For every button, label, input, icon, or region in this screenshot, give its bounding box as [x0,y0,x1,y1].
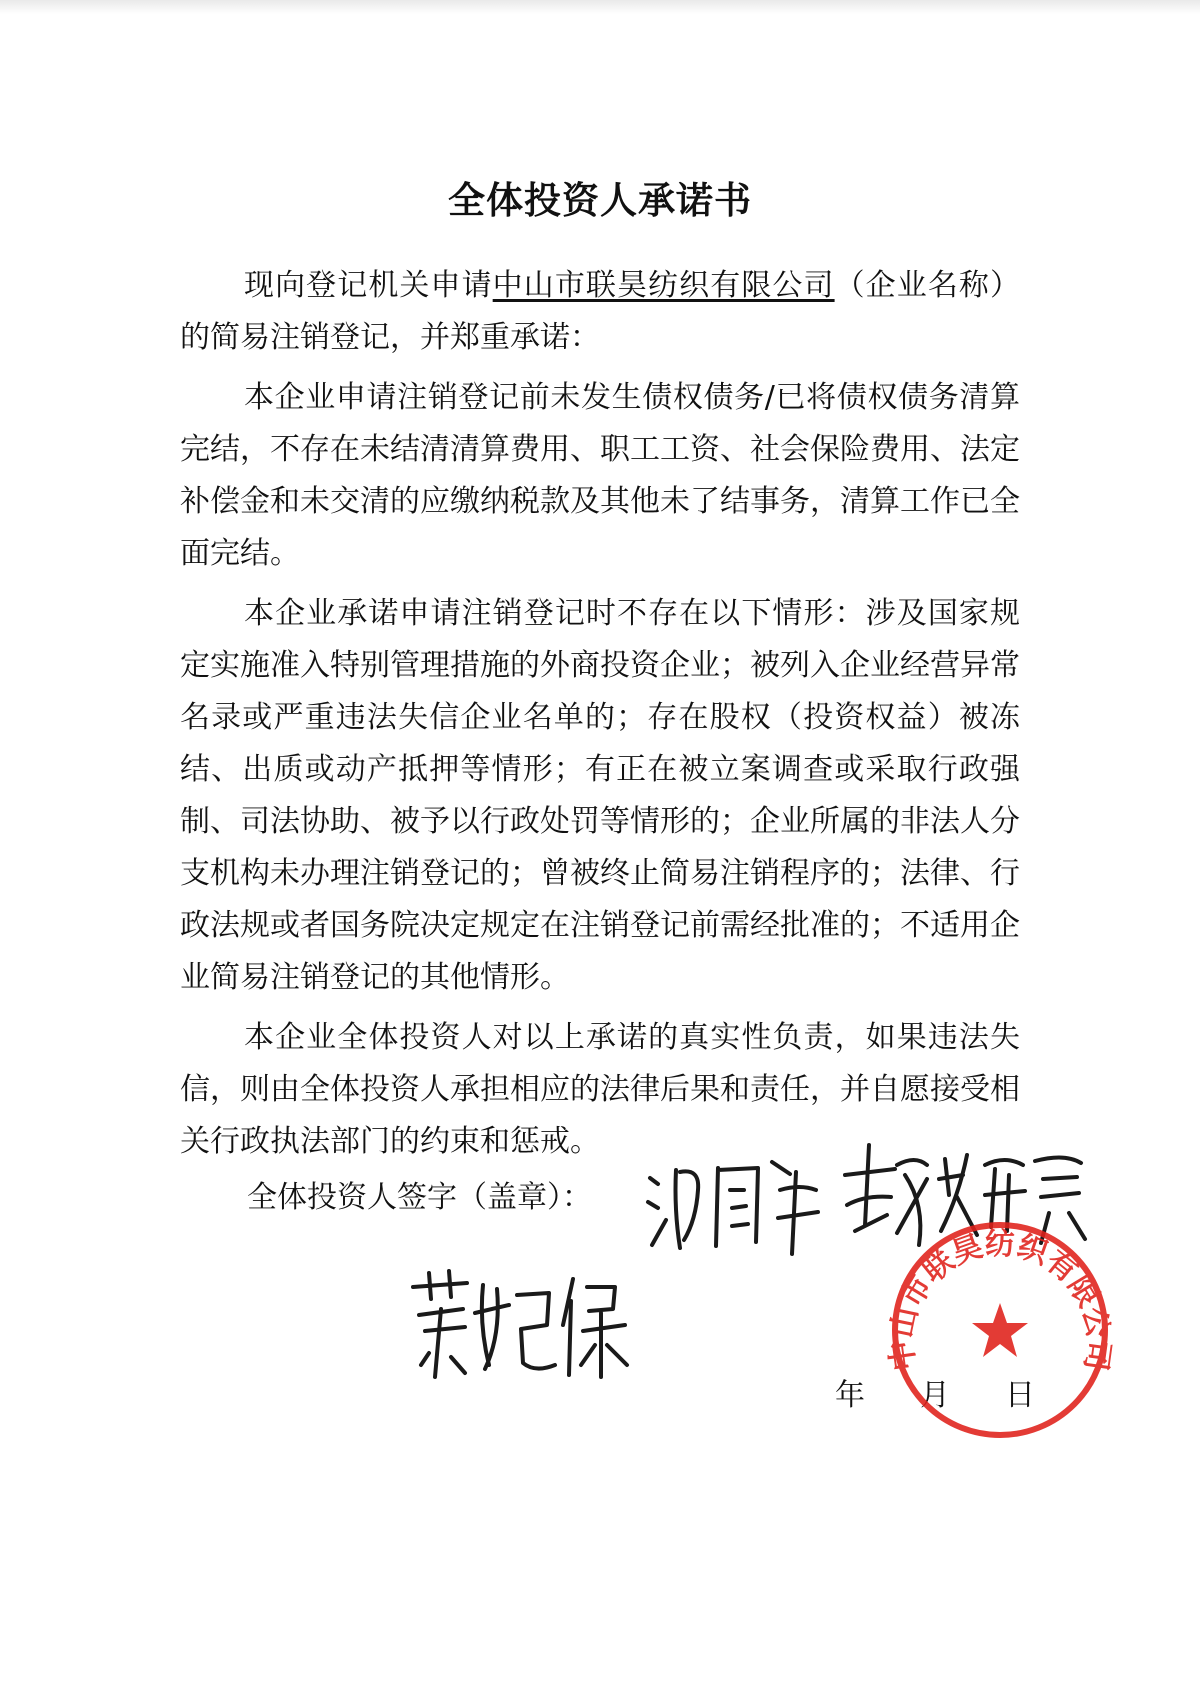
date-day-label: 日 [1005,1378,1035,1413]
paragraph-application [180,260,1020,364]
paragraph-application-suffix: （企业名称）的简易注销登记，并郑重承诺： [180,268,1021,355]
paragraph-debts-cleared: 本企业申请注销登记前未发生债权债务/已将债权债务清算完结，不存在未结清清算费用、职工工资、社会保险费用、法定补偿金和未交清的应缴纳税款及其他未了结事务，清算工作已全面完结。 [180,380,1020,571]
signature-label: 全体投资人签字（盖章）： [247,1180,592,1215]
paragraph-exclusions: 本企业承诺申请注销登记时不存在以下情形：涉及国家规定实施准入特别管理措施的外商投资企业；被列入企业经营异常名录或严重违法失信企业名单的；存在股权（投资权益）被冻结、出质或动产抵押等情形；有正在被立案调查或采取行政强制、司法协助、被予以行政处罚等情形的；企业所属的非法人分支机构未办理注销登记的；曾被终止简易注销程序的；法律、行政法规或者国务院决定规定在注销登记前需经批准的；不适用企业简易注销登记的其他情形。 [180,596,1020,995]
seal-lettering: 中山市联昊纺织有限公司 [885,1227,1115,1373]
company-name: 中山市联昊纺织有限公司 [492,268,835,303]
document-body [180,260,1020,1168]
company-seal [885,1215,1115,1449]
scan-edge-shadow [0,0,1200,14]
signature-1-handwriting [640,1150,830,1260]
svg-text:中山市联昊纺织有限公司 [885,1227,1115,1373]
seal-star-icon [972,1303,1028,1357]
date-year-label: 年 [835,1378,865,1413]
paragraph-responsibility: 本企业全体投资人对以上承诺的真实性负责，如果违法失信，则由全体投资人承担相应的法律后果和责任，并自愿接受相关行政执法部门的约束和惩戒。 [180,1020,1020,1159]
signature-3-handwriting [405,1265,635,1385]
document-title: 全体投资人承诺书 [448,179,752,222]
date-month-label: 月 [920,1378,950,1413]
paragraph-application-prefix: 现向登记机关申请 [244,268,493,303]
